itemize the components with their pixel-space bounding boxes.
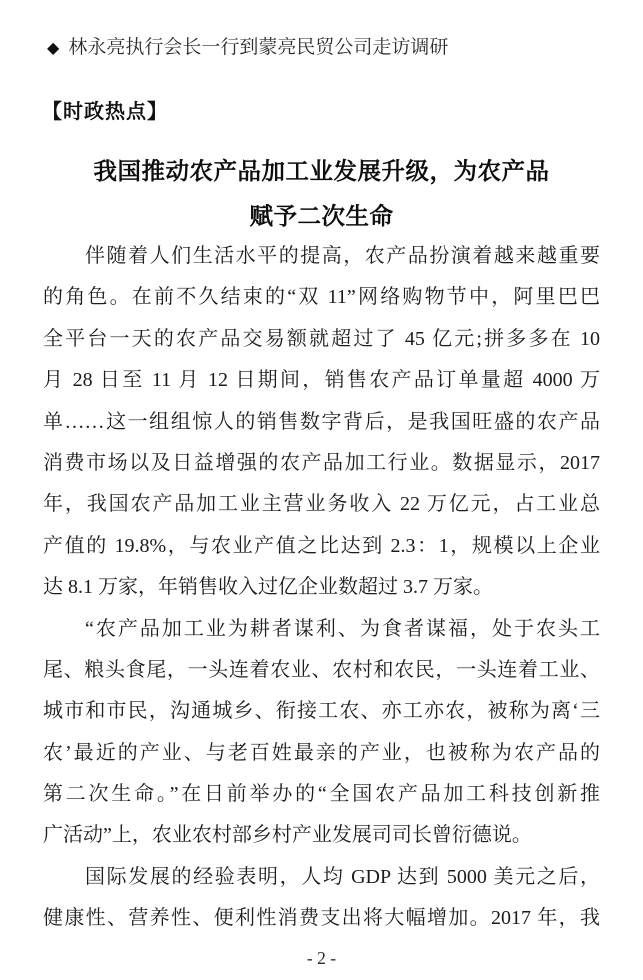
body-line: 全平台一天的农产品交易额就超过了 45 亿元;拼多多在 10 bbox=[43, 327, 600, 350]
body-line: 尾、粮头食尾，一头连着农业、农村和农民，一头连着工业、 bbox=[43, 658, 600, 681]
body-line: 的角色。在前不久结束的“双 11”网络购物节中，阿里巴巴 bbox=[43, 286, 600, 309]
body-line: 达 8.1 万家，年销售收入过亿企业数超过 3.7 万家。 bbox=[43, 576, 493, 599]
body-line: “农产品加工业为耕者谋利、为食者谋福，处于农头工 bbox=[85, 617, 600, 640]
body-line: 单……这一组组惊人的销售数字背后，是我国旺盛的农产品 bbox=[43, 410, 600, 433]
body-line: 伴随着人们生活水平的提高，农产品扮演着越来越重要 bbox=[85, 245, 600, 267]
body-line: 农’最近的产业、与老百姓最亲的产业，也被称为农产品的 bbox=[43, 741, 600, 764]
body-line: 年，我国农产品加工业主营业务收入 22 万亿元，占工业总 bbox=[43, 493, 600, 516]
body-line: 广活动”上，农业农村部乡村产业发展司司长曾衍德说。 bbox=[43, 824, 532, 847]
body-line: 产值的 19.8%，与农业产值之比达到 2.3：1，规模以上企业 bbox=[43, 534, 600, 557]
article-body bbox=[43, 236, 600, 940]
body-line: 第二次生命。”在日前举办的“全国农产品加工科技创新推 bbox=[43, 783, 600, 806]
section-header: 【时政热点】 bbox=[42, 101, 168, 123]
body-line: 国际发展的经验表明，人均 GDP 达到 5000 美元之后， bbox=[85, 865, 600, 888]
article-title bbox=[0, 150, 643, 240]
article-title-line-2: 赋予二次生命 bbox=[249, 204, 394, 230]
bulletin-item-text: 林永亮执行会长一行到蒙亮民贸公司走访调研 bbox=[68, 37, 449, 58]
bulletin-list-item bbox=[47, 36, 448, 60]
diamond-bullet-icon: ◆ bbox=[47, 40, 60, 57]
article-title-line-1: 我国推动农产品加工业发展升级，为农产品 bbox=[93, 159, 550, 185]
body-line: 健康性、营养性、便利性消费支出将大幅增加。2017 年，我 bbox=[43, 907, 600, 930]
body-line: 消费市场以及日益增强的农产品加工行业。数据显示，2017 bbox=[43, 451, 600, 474]
page-number: - 2 - bbox=[306, 948, 337, 968]
body-line: 城市和市民，沟通城乡、衔接工农、亦工亦农，被称为离‘三 bbox=[43, 700, 600, 723]
body-line: 月 28 日至 11 月 12 日期间，销售农产品订单量超 4000 万 bbox=[43, 369, 600, 392]
